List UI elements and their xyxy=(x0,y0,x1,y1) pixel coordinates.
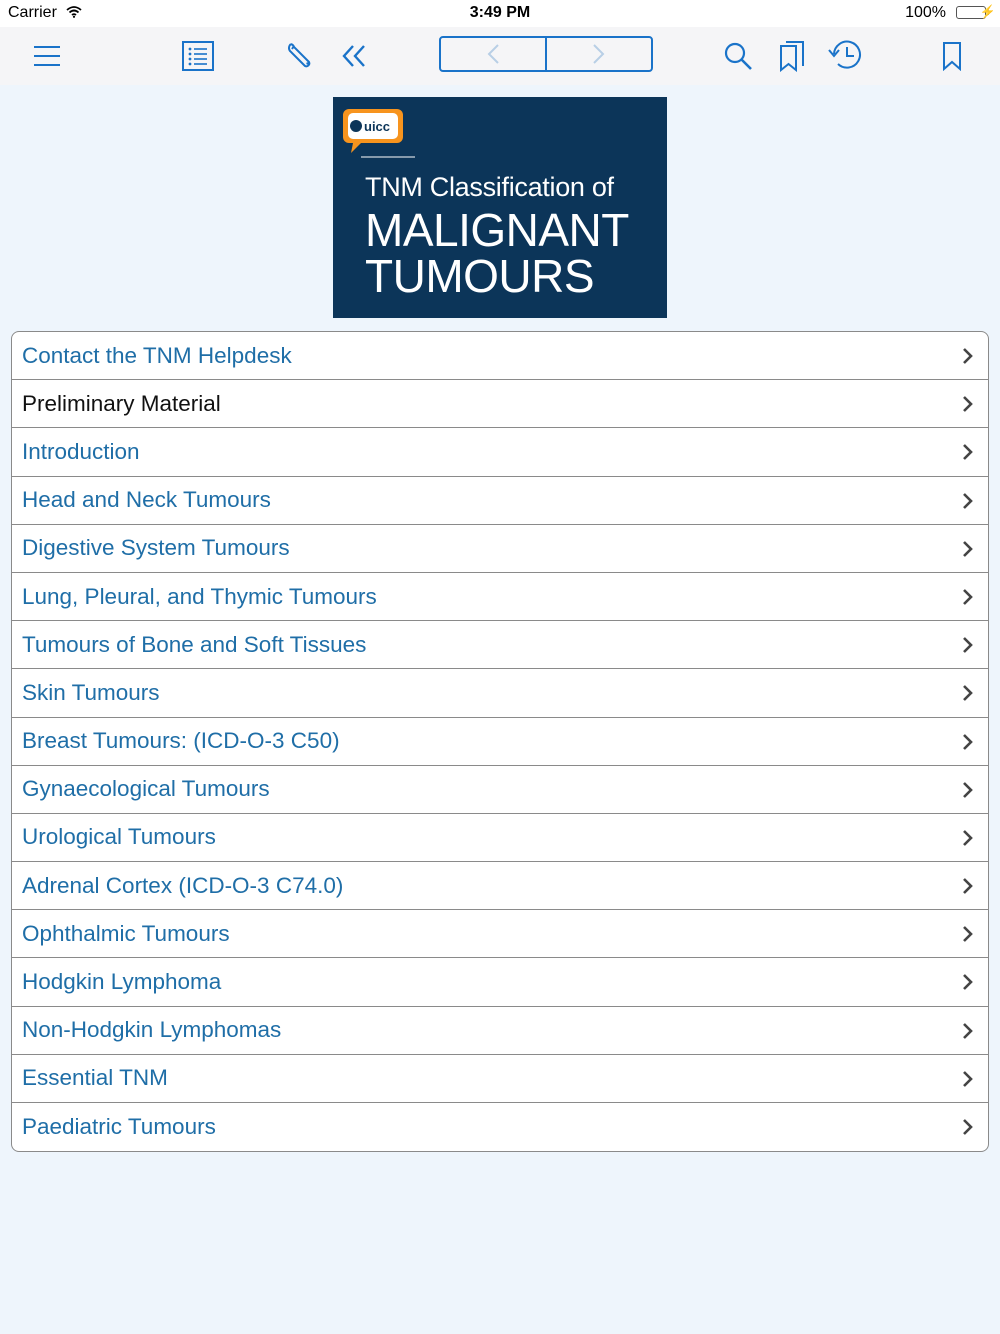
list-item-label: Introduction xyxy=(22,438,140,464)
menu-icon[interactable] xyxy=(27,36,67,76)
chevron-right-icon xyxy=(960,442,976,462)
chevron-right-icon xyxy=(960,732,976,752)
list-item[interactable] xyxy=(12,1007,988,1055)
list-item[interactable] xyxy=(12,380,988,428)
chevron-right-icon xyxy=(960,1021,976,1041)
list-item[interactable] xyxy=(12,1055,988,1103)
bookmark-icon[interactable] xyxy=(932,36,972,76)
list-item-label: Digestive System Tumours xyxy=(22,535,290,561)
chevron-right-icon xyxy=(960,587,976,607)
list-item-label: Non-Hodgkin Lymphomas xyxy=(22,1017,282,1043)
battery-percent: 100% xyxy=(905,4,946,21)
list-item[interactable] xyxy=(12,862,988,910)
list-item[interactable] xyxy=(12,669,988,717)
list-item[interactable] xyxy=(12,477,988,525)
bookmarks-icon[interactable] xyxy=(772,36,812,76)
forward-icon[interactable] xyxy=(545,38,651,70)
list-item-label: Essential TNM xyxy=(22,1065,168,1091)
cover-title-line2: MALIGNANT xyxy=(365,204,629,256)
list-item-label: Contact the TNM Helpdesk xyxy=(22,342,292,368)
list-item[interactable] xyxy=(12,525,988,573)
list-item-label: Adrenal Cortex (ICD-O-3 C74.0) xyxy=(22,872,344,898)
list-item[interactable] xyxy=(12,910,988,958)
list-item-label: Urological Tumours xyxy=(22,824,216,850)
double-chevron-left-icon[interactable] xyxy=(334,36,374,76)
chevron-right-icon xyxy=(960,828,976,848)
list-item-label: Paediatric Tumours xyxy=(22,1114,216,1140)
list-item[interactable] xyxy=(12,332,988,380)
search-icon[interactable] xyxy=(718,36,758,76)
list-item[interactable] xyxy=(12,1103,988,1151)
chevron-right-icon xyxy=(960,683,976,703)
chevron-right-icon xyxy=(960,924,976,944)
chevron-right-icon xyxy=(960,346,976,366)
cover-title-line1: TNM Classification of xyxy=(365,172,614,202)
chevron-right-icon xyxy=(960,1117,976,1137)
svg-text:uicc: uicc xyxy=(364,119,391,134)
chevron-right-icon xyxy=(960,780,976,800)
chevron-right-icon xyxy=(960,491,976,511)
uicc-logo xyxy=(339,107,419,163)
list-item-label: Tumours of Bone and Soft Tissues xyxy=(22,631,367,657)
bolt-icon: ⚡ xyxy=(979,4,996,19)
chevron-right-icon xyxy=(960,972,976,992)
list-item-label: Ophthalmic Tumours xyxy=(22,920,230,946)
back-icon[interactable] xyxy=(441,38,545,70)
chevron-right-icon xyxy=(960,1069,976,1089)
toolbar xyxy=(0,27,1000,85)
list-item[interactable] xyxy=(12,428,988,476)
chevron-right-icon xyxy=(960,635,976,655)
list-item[interactable] xyxy=(12,958,988,1006)
list-item-label: Skin Tumours xyxy=(22,679,160,705)
cover-title-line3: TUMOURS xyxy=(365,250,595,302)
list-item-label: Breast Tumours: (ICD-O-3 C50) xyxy=(22,728,340,754)
list-item[interactable] xyxy=(12,718,988,766)
list-item[interactable] xyxy=(12,766,988,814)
history-icon[interactable] xyxy=(826,36,866,76)
list-item-label: Head and Neck Tumours xyxy=(22,487,271,513)
chevron-right-icon xyxy=(960,876,976,896)
status-bar xyxy=(0,0,1000,27)
list-item-label: Lung, Pleural, and Thymic Tumours xyxy=(22,583,377,609)
contents-list xyxy=(11,331,989,1152)
list-item-label: Hodgkin Lymphoma xyxy=(22,969,222,995)
chevron-right-icon xyxy=(960,539,976,559)
page-nav-control xyxy=(439,36,653,72)
toc-icon[interactable] xyxy=(178,36,218,76)
clock: 3:49 PM xyxy=(469,4,531,21)
book-cover xyxy=(333,97,667,318)
carrier-label: Carrier xyxy=(8,4,57,21)
list-item[interactable] xyxy=(12,573,988,621)
chevron-right-icon xyxy=(960,394,976,414)
list-item-label: Gynaecological Tumours xyxy=(22,776,270,802)
list-item[interactable] xyxy=(12,621,988,669)
tools-icon[interactable] xyxy=(280,36,320,76)
list-item[interactable] xyxy=(12,814,988,862)
list-item-label: Preliminary Material xyxy=(22,390,221,416)
